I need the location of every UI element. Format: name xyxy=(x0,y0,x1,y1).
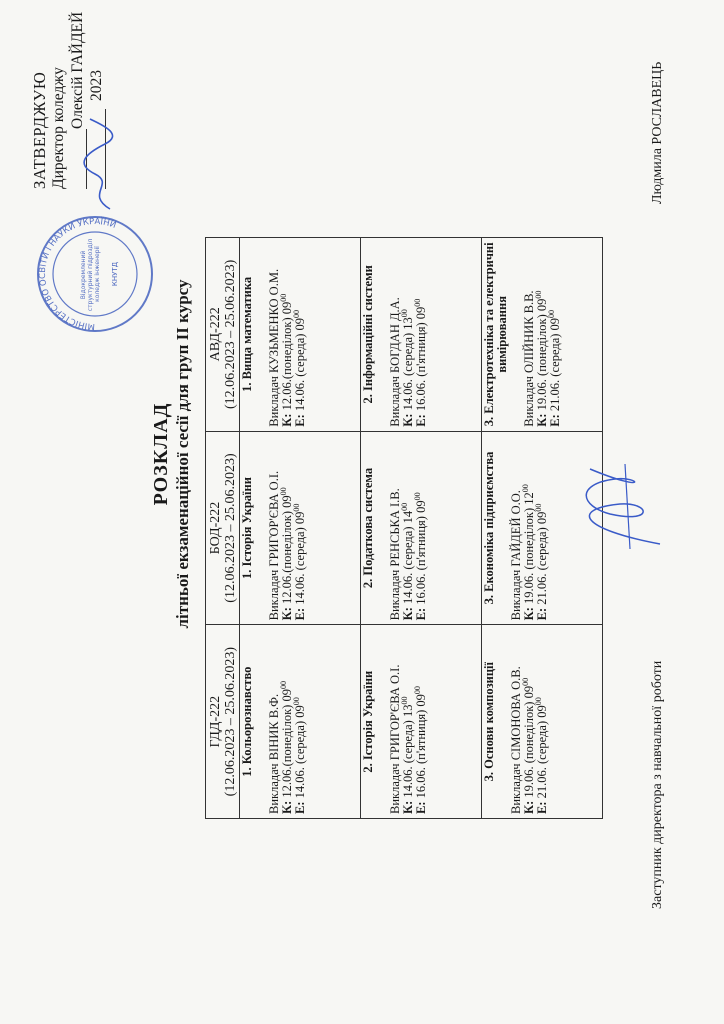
exam-cell xyxy=(240,431,361,625)
exam-lecturer: Викладач ГРИГОР'ЄВА О.І. xyxy=(267,470,281,621)
approval-heading: ЗАТВЕРДЖУЮ xyxy=(30,71,49,189)
approval-position: Директор коледжу xyxy=(50,67,67,189)
consultation-time: 19.06. (понеділок) 12 xyxy=(522,492,536,604)
consultation-minutes: 00 xyxy=(399,502,409,511)
k-label: К: xyxy=(401,800,415,814)
k-label: К: xyxy=(535,413,549,427)
exam-time: 16.06. (п'ятниця) 09 xyxy=(414,306,428,412)
exam-subject: 3. Основи композиції xyxy=(482,661,496,782)
k-label: К: xyxy=(522,800,536,814)
consultation-time: 12.06.(понеділок) 09 xyxy=(280,301,294,411)
exam-minutes: 00 xyxy=(533,503,543,512)
consultation-minutes: 00 xyxy=(520,677,530,686)
e-label: Е: xyxy=(414,414,428,427)
consultation-time: 12.06.(понеділок) 09 xyxy=(280,495,294,604)
exam-minutes: 00 xyxy=(291,697,301,706)
exam-cell xyxy=(361,625,482,819)
group-header xyxy=(206,238,240,432)
e-label: Е: xyxy=(535,801,549,814)
exam-minutes: 00 xyxy=(412,686,422,695)
exam-cell xyxy=(240,625,361,819)
exam-minutes: 00 xyxy=(533,697,543,706)
consultation-time: 12.06.(понеділок) 09 xyxy=(280,689,294,798)
approval-year: 2023 xyxy=(88,70,105,101)
schedule-table xyxy=(205,237,603,819)
group-period: (12.06.2023 – 25.06.2023) xyxy=(223,647,238,797)
exam-lecturer: Викладач ВІНИК В.Ф. xyxy=(267,693,281,814)
exam-subject: 2. Податкова система xyxy=(361,467,375,589)
exam-lecturer: Викладач БОГДАН Д.А. xyxy=(388,297,402,427)
k-label: К: xyxy=(280,607,294,621)
exam-cell xyxy=(240,238,361,432)
e-label: Е: xyxy=(293,607,307,621)
e-label: Е: xyxy=(293,414,307,427)
exam-cell xyxy=(482,238,603,432)
exam-minutes: 00 xyxy=(412,298,422,307)
exam-time: 14.06. (середа) 09 xyxy=(293,705,307,799)
exam-subject: 3. Економіка підприємства xyxy=(482,451,496,605)
e-label: Е: xyxy=(414,801,428,814)
exam-row xyxy=(240,238,361,819)
exam-time: 21.06. (середа) 09 xyxy=(548,317,562,412)
consultation-minutes: 00 xyxy=(399,309,409,318)
approval-name: Олексій ГАЙДЕЙ xyxy=(69,11,86,129)
header-row xyxy=(206,238,240,819)
group-name: ГДД-222 xyxy=(208,695,223,748)
document-subtitle: літньої екзаменаційної сесії для груп ІІ курсу xyxy=(173,279,192,629)
consultation-time: 19.06. (понеділок) 09 xyxy=(535,298,549,411)
consultation-minutes: 00 xyxy=(399,696,409,705)
e-label: Е: xyxy=(293,801,307,814)
exam-cell xyxy=(361,238,482,432)
exam-line xyxy=(291,436,307,621)
consultation-minutes: 00 xyxy=(278,487,288,496)
consultation-minutes: 00 xyxy=(533,290,543,299)
exam-lecturer: Викладач РЕНСЬКА І.В. xyxy=(388,488,402,621)
k-label: К: xyxy=(401,607,415,621)
deputy-title: Заступник директора з навчальної роботи xyxy=(650,660,665,909)
consultation-minutes: 00 xyxy=(520,484,530,493)
e-label: Е: xyxy=(535,607,549,621)
exam-line xyxy=(291,242,307,427)
exam-line xyxy=(412,242,428,427)
consultation-time: 14.06. (середа) 14 xyxy=(401,510,415,604)
exam-time: 16.06. (п'ятниця) 09 xyxy=(414,500,428,605)
exam-time: 16.06. (п'ятниця) 09 xyxy=(414,694,428,799)
group-period: (12.06.2023 – 25.06.2023) xyxy=(223,259,238,410)
exam-line xyxy=(291,629,307,814)
exam-lecturer: Викладач ОЛІЙНИК В.В. xyxy=(522,290,536,427)
exam-subject: 1. Вища математика xyxy=(240,276,254,392)
group-period: (12.06.2023 – 25.06.2023) xyxy=(223,453,238,603)
exam-minutes: 00 xyxy=(291,503,301,512)
exam-lecturer: Викладач КУЗЬМЕНКО О.М. xyxy=(267,268,281,427)
exam-time: 21.06. (середа) 09 xyxy=(535,705,549,799)
group-name: АВД-222 xyxy=(208,307,223,362)
exam-line xyxy=(412,436,428,621)
exam-cell xyxy=(482,625,603,819)
k-label: К: xyxy=(401,413,415,427)
title-block xyxy=(150,124,193,784)
consultation-time: 14.06. (середа) 13 xyxy=(401,704,415,798)
exam-line xyxy=(533,629,549,814)
consultation-time: 14.06. (середа) 13 xyxy=(401,317,415,411)
k-label: К: xyxy=(280,413,294,427)
exam-subject: 1. Кольорознавство xyxy=(240,666,254,777)
exam-subject: 1. Історія України xyxy=(240,477,254,579)
deputy-signature xyxy=(560,454,680,564)
exam-lecturer: Викладач ГАЙДЕЙ О.О. xyxy=(509,490,523,621)
group-name: БОД-222 xyxy=(208,501,223,555)
group-header xyxy=(206,431,240,625)
exam-minutes: 00 xyxy=(412,492,422,501)
exam-minutes: 00 xyxy=(291,309,301,318)
exam-time: 14.06. (середа) 09 xyxy=(293,317,307,412)
consultation-time: 19.06. (понеділок) 09 xyxy=(522,685,536,798)
stamp-code: КНУТД xyxy=(111,261,119,287)
exam-lecturer: Викладач СІМОНОВА О.В. xyxy=(509,666,523,814)
exam-row xyxy=(361,238,482,819)
official-stamp xyxy=(35,214,155,334)
exam-subject: 2. Інформаційні системи xyxy=(361,265,375,404)
consultation-minutes: 00 xyxy=(278,293,288,302)
consultation-minutes: 00 xyxy=(278,681,288,690)
exam-line xyxy=(533,436,549,621)
exam-subject: 3. Електротехніка та електричні вимірювання xyxy=(482,242,509,427)
k-label: К: xyxy=(522,607,536,621)
exam-subject: 2. Історія України xyxy=(361,670,375,773)
e-label: Е: xyxy=(414,607,428,621)
k-label: К: xyxy=(280,800,294,814)
exam-line xyxy=(412,629,428,814)
exam-minutes: 00 xyxy=(546,309,556,318)
exam-line xyxy=(546,242,562,427)
exam-cell xyxy=(361,431,482,625)
stamp-outer-text: МІНІСТЕРСТВО ОСВІТИ І НАУКИ УКРАЇНИ xyxy=(37,216,118,332)
exam-lecturer: Викладач ГРИГОР'ЄВА О.І. xyxy=(388,664,402,814)
group-header xyxy=(206,625,240,819)
svg-text:Відокремлений структур: Відокремлений структурний підрозділ коледж інженерії xyxy=(80,238,101,312)
document-title: РОЗКЛАД xyxy=(150,402,172,506)
exam-time: 14.06. (середа) 09 xyxy=(293,511,307,605)
exam-time: 21.06. (середа) 09 xyxy=(535,511,549,605)
director-signature xyxy=(80,114,120,214)
deputy-name: Людмила РОСЛАВЕЦЬ xyxy=(650,61,665,204)
e-label: Е: xyxy=(548,414,562,427)
